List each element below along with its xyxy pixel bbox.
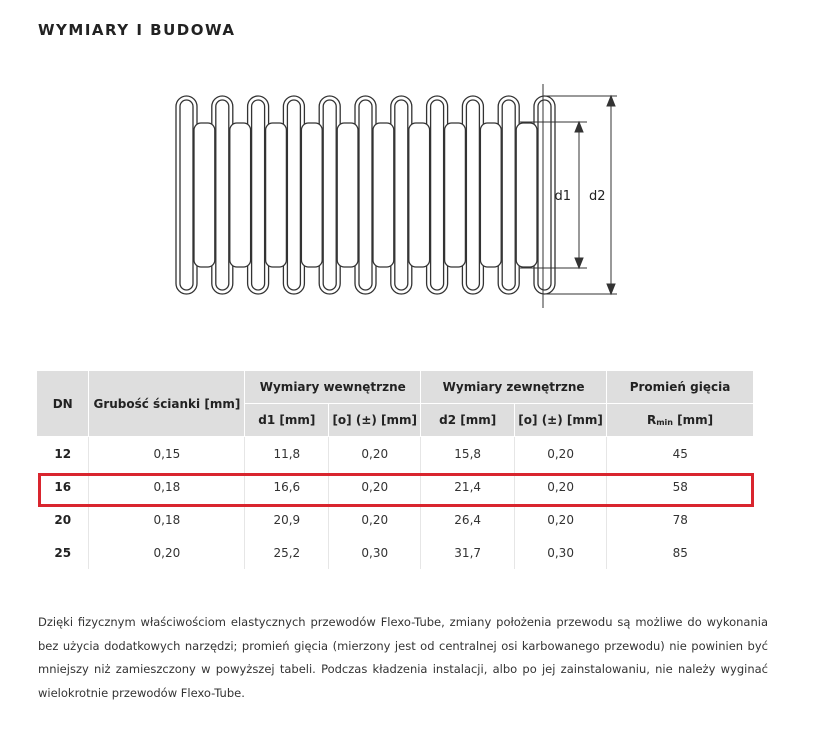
cell-tol1: 0,30 bbox=[329, 536, 421, 569]
pipe-groove bbox=[266, 123, 287, 267]
col-tol2-header: [o] (±) [mm] bbox=[515, 404, 607, 437]
cell-d2: 21,4 bbox=[421, 470, 515, 503]
cell-dn: 12 bbox=[37, 437, 89, 471]
col-bend-header: Promień gięcia bbox=[607, 371, 754, 404]
cell-dn: 25 bbox=[37, 536, 89, 569]
pipe-rib-inner bbox=[359, 100, 372, 290]
d1-arrow-bottom bbox=[575, 258, 583, 268]
cell-tol2: 0,20 bbox=[515, 470, 607, 503]
cell-d2: 15,8 bbox=[421, 437, 515, 471]
table-row bbox=[37, 503, 754, 536]
cell-d1: 20,9 bbox=[245, 503, 329, 536]
cell-wall: 0,18 bbox=[89, 503, 245, 536]
pipe-groove bbox=[480, 123, 501, 267]
d1-label: d1 bbox=[554, 189, 571, 204]
pipe-rib-inner bbox=[180, 100, 193, 290]
dimensions-table bbox=[37, 371, 754, 569]
cell-dn: 16 bbox=[37, 470, 89, 503]
pipe-groove bbox=[445, 123, 466, 267]
col-tol1-header: [o] (±) [mm] bbox=[329, 404, 421, 437]
pipe-groove bbox=[409, 123, 430, 267]
pipe-groove bbox=[373, 123, 394, 267]
col-d2-header: d2 [mm] bbox=[421, 404, 515, 437]
cell-d1: 11,8 bbox=[245, 437, 329, 471]
pipe-rib-inner bbox=[323, 100, 336, 290]
pipe-rib-inner bbox=[502, 100, 515, 290]
pipe-groove bbox=[194, 123, 215, 267]
pipe-groove bbox=[337, 123, 358, 267]
cell-rmin: 45 bbox=[672, 446, 688, 461]
rmin-unit: [mm] bbox=[672, 413, 714, 427]
pipe-rib-inner bbox=[216, 100, 229, 290]
table-row bbox=[37, 437, 754, 471]
page-title: WYMIARY I BUDOWA bbox=[38, 21, 236, 39]
d1-arrow-top bbox=[575, 122, 583, 132]
pipe-rib-inner bbox=[538, 100, 551, 290]
cell-tol2: 0,20 bbox=[515, 437, 607, 471]
cell-wall: 0,15 bbox=[89, 437, 245, 471]
pipe-rib-inner bbox=[252, 100, 265, 290]
table-row bbox=[37, 536, 754, 569]
col-rmin-header bbox=[607, 404, 754, 437]
col-inner-header: Wymiary wewnętrzne bbox=[245, 371, 421, 404]
cell-tol1: 0,20 bbox=[329, 470, 421, 503]
cell-d2: 26,4 bbox=[421, 503, 515, 536]
cell-rmin: 78 bbox=[672, 512, 688, 527]
col-wall-header: Grubość ścianki [mm] bbox=[89, 371, 245, 437]
pipe-rib-inner bbox=[395, 100, 408, 290]
row-highlight-box bbox=[38, 473, 754, 507]
pipe-groove bbox=[516, 123, 537, 267]
d2-arrow-top bbox=[607, 96, 615, 106]
pipe-groove bbox=[301, 123, 322, 267]
cell-tol2: 0,20 bbox=[515, 503, 607, 536]
cell-rmin: 85 bbox=[672, 545, 688, 560]
cell-wall: 0,18 bbox=[89, 470, 245, 503]
pipe-rib-inner bbox=[466, 100, 479, 290]
cell-tol2: 0,30 bbox=[515, 536, 607, 569]
col-d1-header: d1 [mm] bbox=[245, 404, 329, 437]
description-paragraph: Dzięki fizycznym właściwościom elastycznych przewodów Flexo-Tube, zmiany położenia przewodu są możliwe do wykonania bez użycia dodatkowych narzędzi; promień gięcia (mierzony jest od centralnej osi karbowanego przewodu) nie powinien być mniejszy niż zamieszczony w powyższej tabeli. Podczas kładzenia instalacji, albo po jej zainstalowaniu, nie należy wyginać wielokrotnie przewodów Flexo-Tube. bbox=[38, 615, 768, 700]
cell-tol1: 0,20 bbox=[329, 503, 421, 536]
cell-tol1: 0,20 bbox=[329, 437, 421, 471]
rmin-subscript: min bbox=[656, 418, 673, 427]
pipe-corrugations bbox=[176, 96, 555, 294]
d2-label: d2 bbox=[589, 189, 606, 204]
pipe-rib-inner bbox=[287, 100, 300, 290]
pipe-groove bbox=[230, 123, 251, 267]
corrugated-pipe-diagram bbox=[0, 0, 813, 330]
cell-d2: 31,7 bbox=[421, 536, 515, 569]
cell-rmin: 58 bbox=[672, 479, 688, 494]
rmin-symbol: R bbox=[646, 413, 657, 427]
col-outer-header: Wymiary zewnętrzne bbox=[421, 371, 607, 404]
cell-d1: 16,6 bbox=[245, 470, 329, 503]
col-dn-header: DN bbox=[37, 371, 89, 437]
cell-wall: 0,20 bbox=[89, 536, 245, 569]
d2-arrow-bottom bbox=[607, 284, 615, 294]
pipe-rib-inner bbox=[431, 100, 444, 290]
cell-dn: 20 bbox=[37, 503, 89, 536]
cell-d1: 25,2 bbox=[245, 536, 329, 569]
